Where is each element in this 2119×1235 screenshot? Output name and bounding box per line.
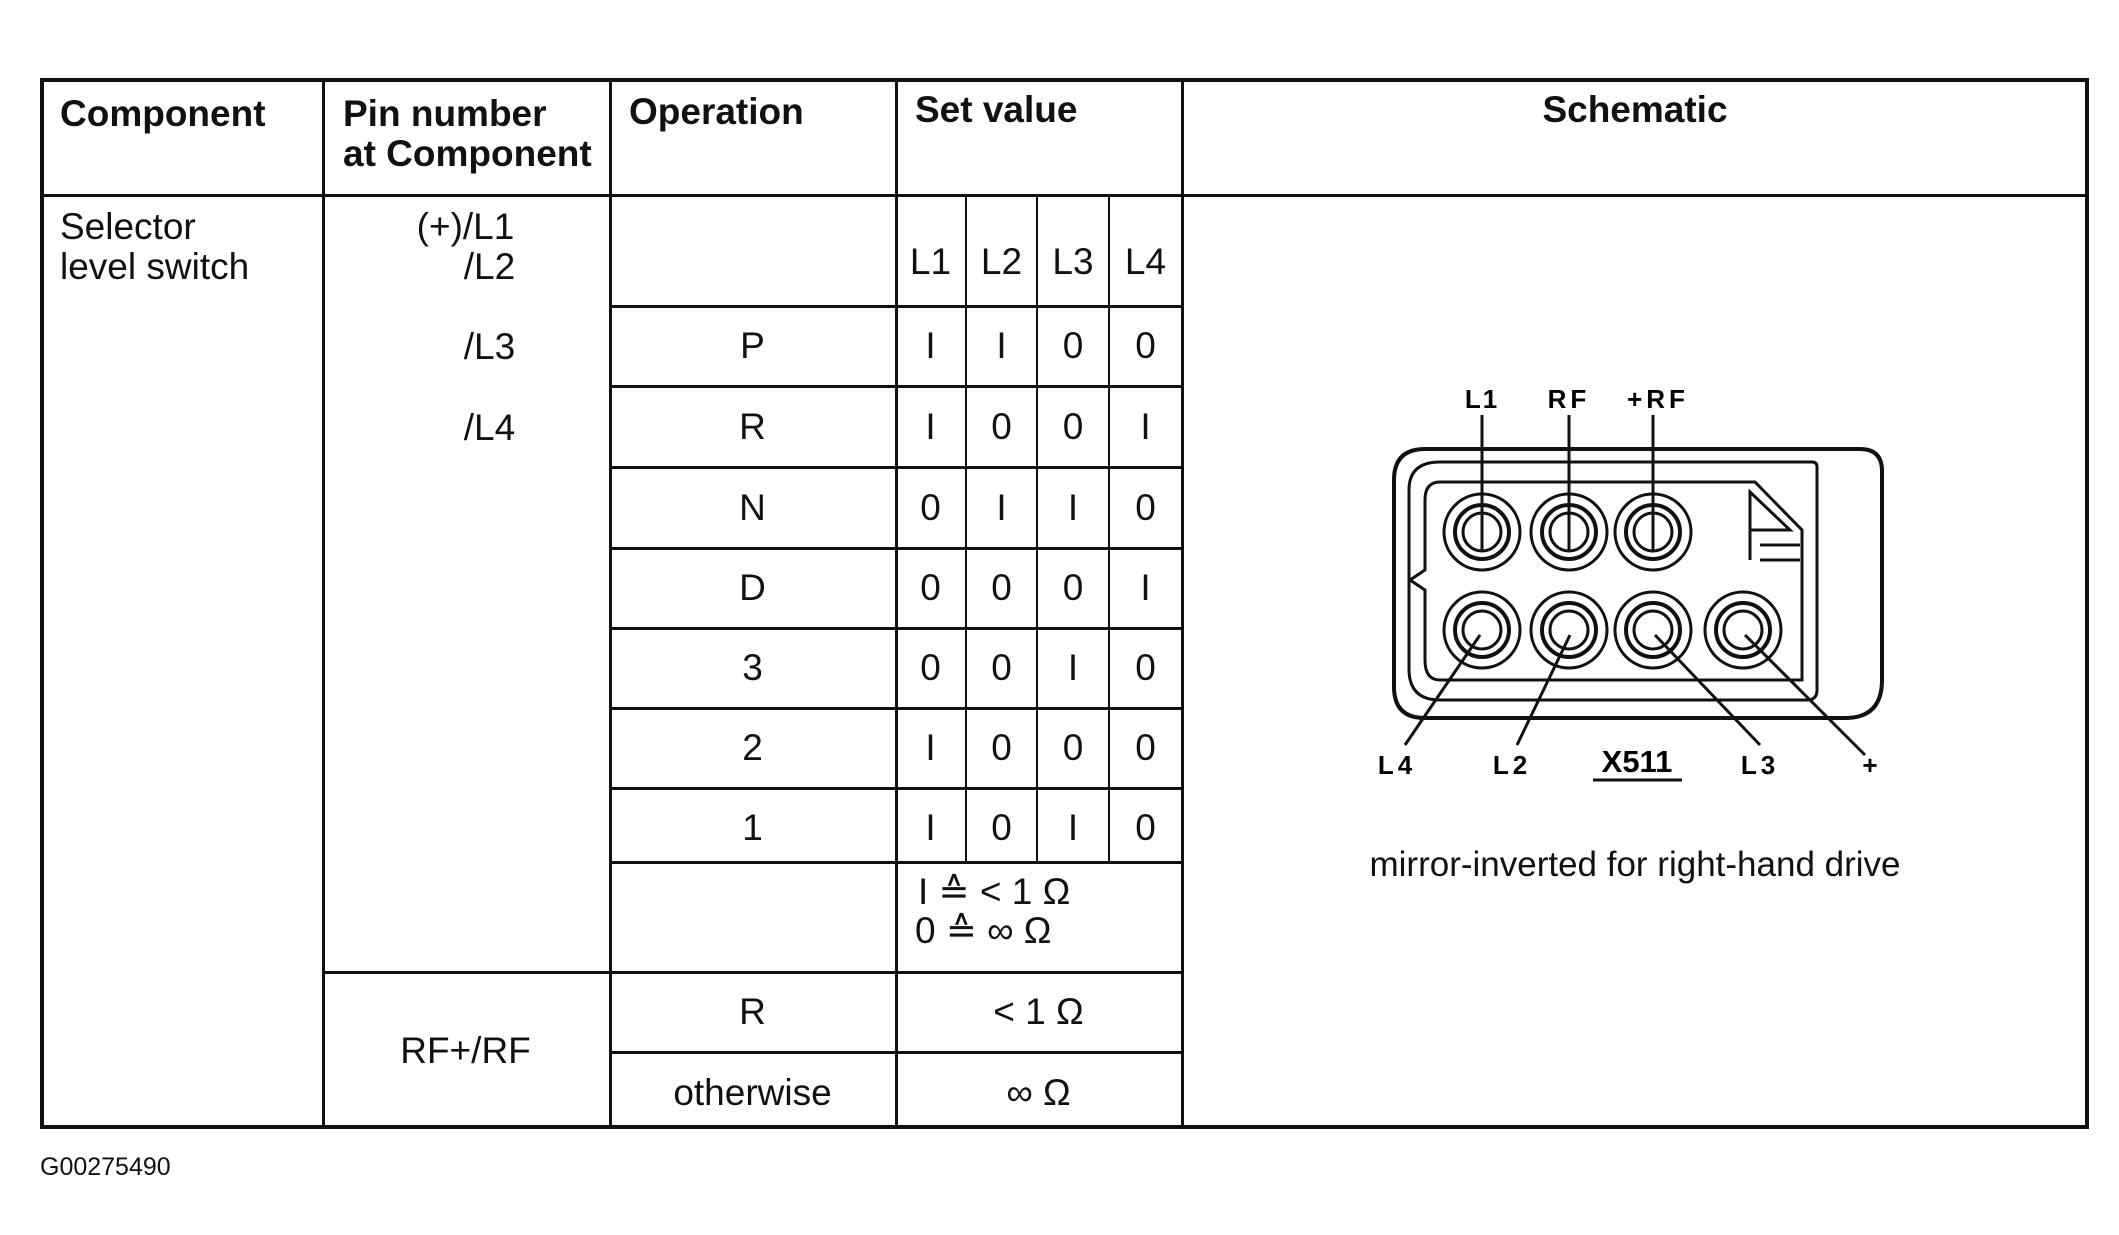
row-line-4: [609, 547, 1184, 550]
header-schematic: Schematic: [1542, 89, 1728, 130]
value-2-l4: 0: [1135, 727, 1156, 768]
pin-socket-l3: [1615, 592, 1691, 668]
value-rf-otherwise: ∞ Ω: [1006, 1072, 1071, 1113]
value-d-l3: 0: [1062, 567, 1084, 608]
value-r-l2: 0: [991, 406, 1012, 447]
pin-l1: (+)/L1: [416, 206, 515, 247]
set-col-l4: L4: [1124, 241, 1167, 282]
pin-socket-plus: [1705, 592, 1781, 668]
label-bottom-l3: L3: [1740, 750, 1780, 780]
value-1-l4: 0: [1135, 807, 1156, 848]
label-top-l1: L1: [1464, 384, 1500, 414]
pin-socket-l4: [1444, 592, 1520, 668]
schematic-note: mirror-inverted for right-hand drive: [1369, 845, 1901, 884]
component-name-line2: level switch: [60, 246, 250, 287]
legend-line1: I ≙ < 1 Ω: [918, 871, 1071, 912]
op-2: 2: [742, 727, 763, 768]
value-1-l1: I: [925, 807, 936, 848]
pin-l3: /L3: [463, 326, 516, 367]
row-line-rf: [322, 971, 1184, 974]
header-pin-line2: at Component: [343, 133, 592, 174]
set-col-l1: L1: [909, 241, 952, 282]
value-n-l2: I: [996, 487, 1007, 528]
value-1-l2: 0: [991, 807, 1012, 848]
label-top-rf: RF: [1547, 384, 1591, 414]
row-line-5: [609, 627, 1184, 630]
row-line-6: [609, 707, 1184, 710]
value-p-l4: 0: [1135, 325, 1156, 366]
op-1: 1: [742, 807, 763, 848]
row-line-3: [609, 466, 1184, 469]
row-line-2: [609, 385, 1184, 388]
row-line-rf2: [609, 1051, 1184, 1054]
value-n-l1: 0: [920, 487, 941, 528]
value-2-l1: I: [925, 727, 936, 768]
table-border-right: [2085, 78, 2089, 1129]
table-border-bottom: [40, 1125, 2089, 1129]
legend-line2: 0 ≙ ∞ Ω: [915, 910, 1052, 951]
value-2-l3: 0: [1062, 727, 1084, 768]
connector-id: X511: [1601, 744, 1673, 779]
label-bottom-l2: L2: [1492, 750, 1532, 780]
row-line-8: [609, 861, 1184, 864]
set-col-l2: L2: [980, 241, 1023, 282]
header-separator: [40, 194, 2089, 197]
value-r-l4: I: [1140, 406, 1151, 447]
label-bottom-l4: L4: [1377, 750, 1417, 780]
value-1-l3: I: [1067, 807, 1079, 848]
value-3-l2: 0: [991, 647, 1012, 688]
value-d-l4: I: [1140, 567, 1151, 608]
op-n: N: [739, 487, 766, 528]
op-rf-otherwise: otherwise: [673, 1072, 832, 1113]
header-component: Component: [60, 93, 266, 134]
value-p-l3: 0: [1062, 325, 1084, 366]
header-set-value: Set value: [915, 89, 1078, 130]
value-n-l3: I: [1067, 487, 1079, 528]
op-d: D: [739, 567, 766, 608]
row-line-7: [609, 787, 1184, 790]
table-border-top: [40, 78, 2089, 82]
value-r-l3: 0: [1062, 406, 1084, 447]
set-col-l3: L3: [1052, 241, 1094, 282]
value-d-l2: 0: [991, 567, 1012, 608]
value-r-l1: I: [925, 406, 936, 447]
op-rf-r: R: [739, 991, 766, 1032]
label-top-plus-rf: +RF: [1627, 384, 1689, 414]
pin-rf: RF+/RF: [400, 1030, 531, 1071]
pin-l4: /L4: [463, 407, 516, 448]
connector-schematic: [1340, 380, 1900, 800]
pin-l2: /L2: [463, 246, 516, 287]
table-border-left: [40, 78, 44, 1129]
value-d-l1: 0: [920, 567, 941, 608]
label-bottom-plus: +: [1862, 750, 1878, 780]
op-p: P: [740, 325, 765, 366]
value-p-l1: I: [925, 325, 936, 366]
value-3-l1: 0: [920, 647, 941, 688]
value-rf-r: < 1 Ω: [993, 991, 1084, 1032]
figure-id: G00275490: [40, 1153, 171, 1181]
header-pin-line1: Pin number: [343, 93, 547, 134]
header-operation: Operation: [629, 91, 804, 132]
value-2-l2: 0: [991, 727, 1012, 768]
value-p-l2: I: [996, 325, 1007, 366]
value-3-l4: 0: [1135, 647, 1156, 688]
op-r: R: [739, 406, 766, 447]
op-3: 3: [742, 647, 763, 688]
pin-socket-l2: [1531, 592, 1607, 668]
value-n-l4: 0: [1135, 487, 1156, 528]
component-name-line1: Selector: [60, 206, 196, 247]
row-line-1: [609, 305, 1184, 308]
value-3-l3: I: [1067, 647, 1079, 688]
